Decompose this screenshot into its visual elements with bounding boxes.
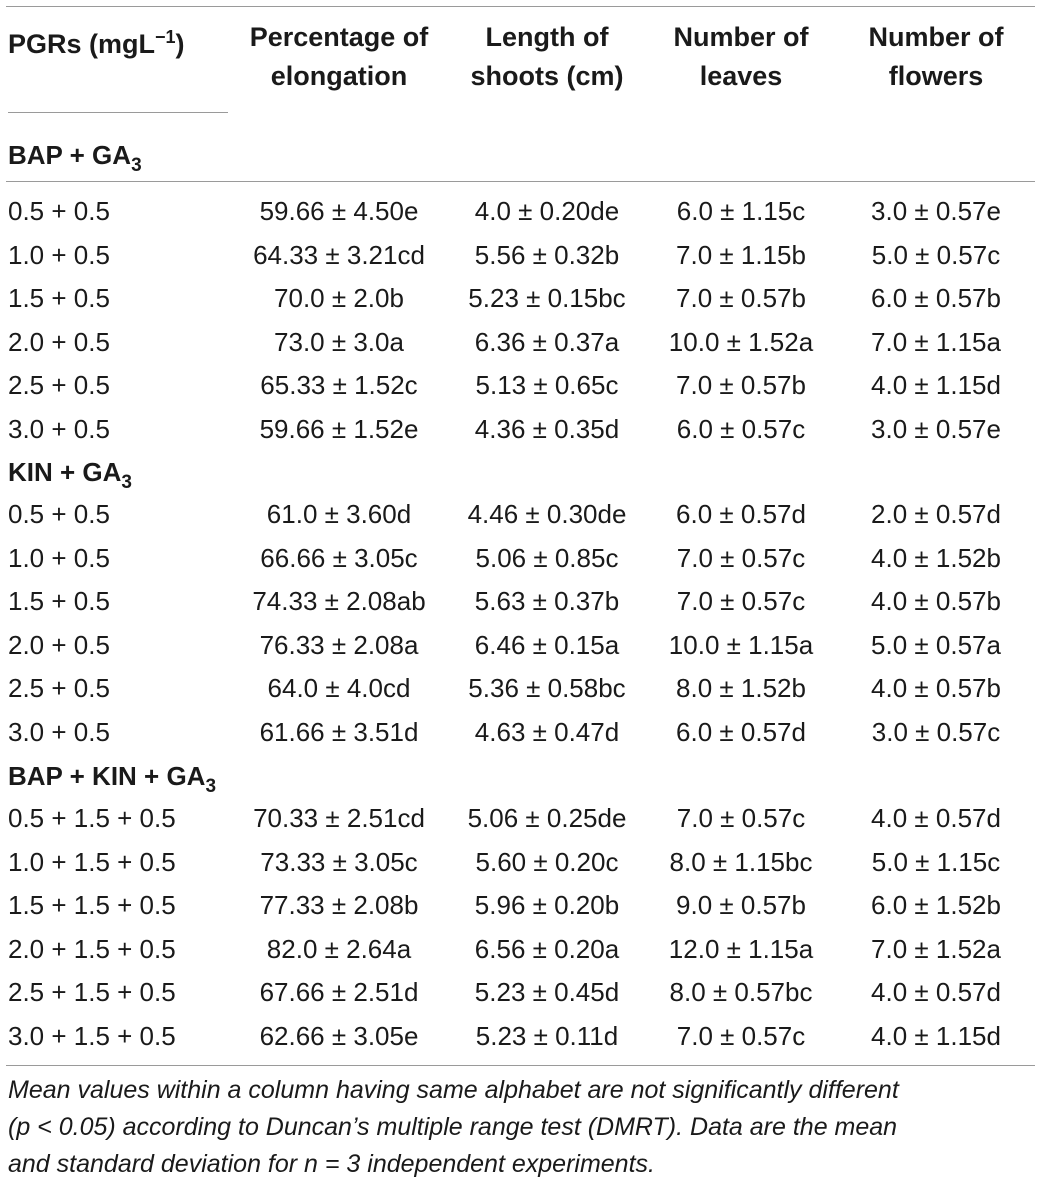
table-row (0, 537, 1041, 580)
table-row (0, 364, 1041, 407)
table-cell: 5.96 ± 0.20b (474, 890, 620, 920)
table-bottom-rule (6, 1065, 1035, 1066)
table-cell: 3.0 ± 0.57c (871, 716, 1001, 747)
table-cell: 5.06 ± 0.25de (467, 803, 627, 833)
table-cell: 4.46 ± 0.30de (467, 499, 627, 529)
table-footnote: Mean values within a column having same alphabet are not significantly different (p < 0.05) according to Duncan’s multiple range test (DMRT). Data are the mean and standard deviation for n = 3 independent experiments. (8, 1076, 899, 1178)
table-cell: 73.0 ± 3.0a (274, 326, 404, 357)
group-label: BAP + $GA_3$ (8, 140, 142, 176)
table-cell: 2.0 ± 0.57d (871, 499, 1001, 529)
table-row (0, 884, 1041, 927)
table-cell: 61.0 ± 3.60d (266, 499, 412, 529)
table-cell: 8.0 ± 1.52b (676, 673, 806, 703)
table-cell: 1.5 + 0.5 (8, 283, 110, 313)
table-cell: 4.0 ± 0.57b (871, 673, 1001, 703)
table-cell: 7.0 ± 0.57c (676, 803, 806, 833)
table-row (0, 711, 1041, 754)
table-row (0, 1015, 1041, 1058)
table-cell: 8.0 ± 0.57bc (669, 977, 813, 1007)
table-cell: 10.0 ± 1.15a (668, 629, 814, 660)
table-cell: 5.0 ± 0.57a (871, 629, 1001, 660)
table-row (0, 234, 1041, 277)
table-cell: 76.33 ± 2.08a (259, 629, 419, 660)
table-cell: 7.0 ± 1.15b (676, 239, 806, 270)
table-cell: 4.0 ± 0.20de (474, 196, 620, 226)
table-cell: 3.0 + 0.5 (8, 413, 110, 444)
table-cell: 6.56 ± 0.20a (474, 933, 620, 964)
table-cell: 65.33 ± 1.52c (260, 370, 418, 400)
table-cell: 2.0 + 0.5 (8, 326, 110, 357)
table-cell: 7.0 ± 1.52a (871, 933, 1001, 964)
table-cell: 6.36 ± 0.37a (474, 326, 620, 357)
table-row (0, 667, 1041, 710)
table-row (0, 580, 1041, 623)
table-cell: 6.0 ± 0.57b (871, 283, 1001, 313)
table-row (0, 928, 1041, 971)
table-cell: 4.36 ± 0.35d (474, 413, 620, 444)
table-cell: 6.0 ± 0.57c (676, 413, 806, 444)
table-cell: 6.0 ± 1.52b (871, 890, 1001, 920)
table-cell: 9.0 ± 0.57b (676, 890, 806, 920)
table-cell: 4.0 ± 0.57d (871, 977, 1001, 1007)
header-underline (8, 112, 228, 113)
table-cell: 1.5 + 0.5 (8, 586, 110, 616)
header-pgrs: PGRs (mgL$^{-1}$) (8, 27, 185, 59)
table-cell: 5.0 ± 1.15c (871, 846, 1001, 877)
group-rule (6, 181, 1035, 182)
header-percentage-elongation: Percentage of elongation (249, 22, 429, 91)
table-cell: 3.0 + 0.5 (8, 716, 110, 747)
table-cell: 64.33 ± 3.21cd (253, 239, 425, 270)
table-cell: 5.23 ± 0.15bc (468, 283, 626, 313)
table-cell: 61.66 ± 3.51d (259, 716, 419, 747)
table-cell: 6.0 ± 1.15c (676, 196, 806, 226)
table-cell: 7.0 ± 0.57b (676, 283, 806, 313)
table-cell: 70.0 ± 2.0b (274, 283, 404, 313)
table-cell: 4.0 ± 0.57d (871, 803, 1001, 833)
table-cell: 5.23 ± 0.11d (475, 1020, 619, 1051)
table-cell: 1.0 + 0.5 (8, 542, 110, 573)
table-cell: 6.46 ± 0.15a (474, 629, 620, 660)
table-cell: 5.0 ± 0.57c (871, 239, 1001, 270)
table-cell: 77.33 ± 2.08b (259, 890, 419, 920)
table-cell: 0.5 + 1.5 + 0.5 (8, 803, 176, 833)
table-cell: 5.60 ± 0.20c (475, 846, 619, 877)
group-heading (0, 451, 1041, 494)
table-cell: 10.0 ± 1.52a (668, 326, 814, 357)
table-row (0, 277, 1041, 320)
group-label: BAP + KIN + $GA_3$ (8, 761, 217, 797)
table-cell: 62.66 ± 3.05e (259, 1020, 419, 1051)
table-cell: 73.33 ± 3.05c (260, 846, 418, 877)
table-cell: 1.5 + 1.5 + 0.5 (8, 890, 176, 920)
table-cell: 70.33 ± 2.51cd (253, 803, 425, 833)
table-cell: 6.0 ± 0.57d (676, 499, 806, 529)
table-row (0, 624, 1041, 667)
table-cell: 5.36 ± 0.58bc (468, 673, 626, 703)
table-cell: 2.0 + 1.5 + 0.5 (8, 933, 176, 964)
table-cell: 4.63 ± 0.47d (474, 716, 620, 747)
table-cell: 64.0 ± 4.0cd (267, 673, 411, 703)
table-cell: 6.0 ± 0.57d (676, 716, 806, 747)
table-cell: 1.0 + 0.5 (8, 239, 110, 270)
table-row (0, 797, 1041, 840)
table-cell: 4.0 ± 1.15d (871, 1020, 1001, 1051)
header-length-shoots: Length of shoots (cm) (470, 22, 624, 91)
table-row (0, 493, 1041, 536)
table-cell: 5.56 ± 0.32b (474, 239, 620, 270)
table-cell: 1.0 + 1.5 + 0.5 (8, 846, 176, 877)
table-cell: 2.5 + 1.5 + 0.5 (8, 977, 176, 1007)
table-cell: 5.13 ± 0.65c (475, 370, 619, 400)
table-row (0, 408, 1041, 451)
table-cell: 2.5 + 0.5 (8, 370, 110, 400)
table-cell: 7.0 ± 0.57c (676, 542, 806, 573)
table-cell: 5.23 ± 0.45d (474, 977, 620, 1007)
table-cell: 5.63 ± 0.37b (474, 586, 620, 616)
table-cell: 3.0 ± 0.57e (871, 196, 1001, 226)
table-cell: 7.0 ± 0.57c (676, 1020, 806, 1051)
table-cell: 4.0 ± 1.52b (871, 542, 1001, 573)
table-cell: 5.06 ± 0.85c (475, 542, 619, 573)
table-cell: 8.0 ± 1.15bc (669, 846, 813, 877)
table-cell: 67.66 ± 2.51d (259, 977, 419, 1007)
header-number-leaves: Number of leaves (673, 22, 809, 91)
table-cell: 4.0 ± 1.15d (871, 370, 1001, 400)
table-top-rule (6, 6, 1035, 7)
group-label: KIN + $GA_3$ (8, 457, 132, 493)
table-cell: 0.5 + 0.5 (8, 196, 110, 226)
table-cell: 7.0 ± 0.57c (676, 586, 806, 616)
table-cell: 7.0 ± 0.57b (676, 370, 806, 400)
table-row (0, 971, 1041, 1014)
table-row (0, 190, 1041, 233)
table-row (0, 321, 1041, 364)
table-row (0, 841, 1041, 884)
table-cell: 2.5 + 0.5 (8, 673, 110, 703)
table-cell: 82.0 ± 2.64a (266, 933, 412, 964)
table-cell: 66.66 ± 3.05c (260, 542, 418, 573)
table-cell: 0.5 + 0.5 (8, 499, 110, 529)
group-heading (0, 134, 1041, 177)
table-cell: 3.0 + 1.5 + 0.5 (8, 1020, 176, 1051)
table-cell: 4.0 ± 0.57b (871, 586, 1001, 616)
table-cell: 12.0 ± 1.15a (668, 933, 814, 964)
table-cell: 7.0 ± 1.15a (871, 326, 1001, 357)
table-cell: 59.66 ± 1.52e (259, 413, 419, 444)
header-number-flowers: Number of flowers (868, 22, 1004, 91)
group-heading (0, 755, 1041, 798)
table-cell: 2.0 + 0.5 (8, 629, 110, 660)
table-cell: 59.66 ± 4.50e (259, 196, 419, 226)
table-cell: 3.0 ± 0.57e (871, 413, 1001, 444)
table-cell: 74.33 ± 2.08ab (252, 586, 426, 616)
